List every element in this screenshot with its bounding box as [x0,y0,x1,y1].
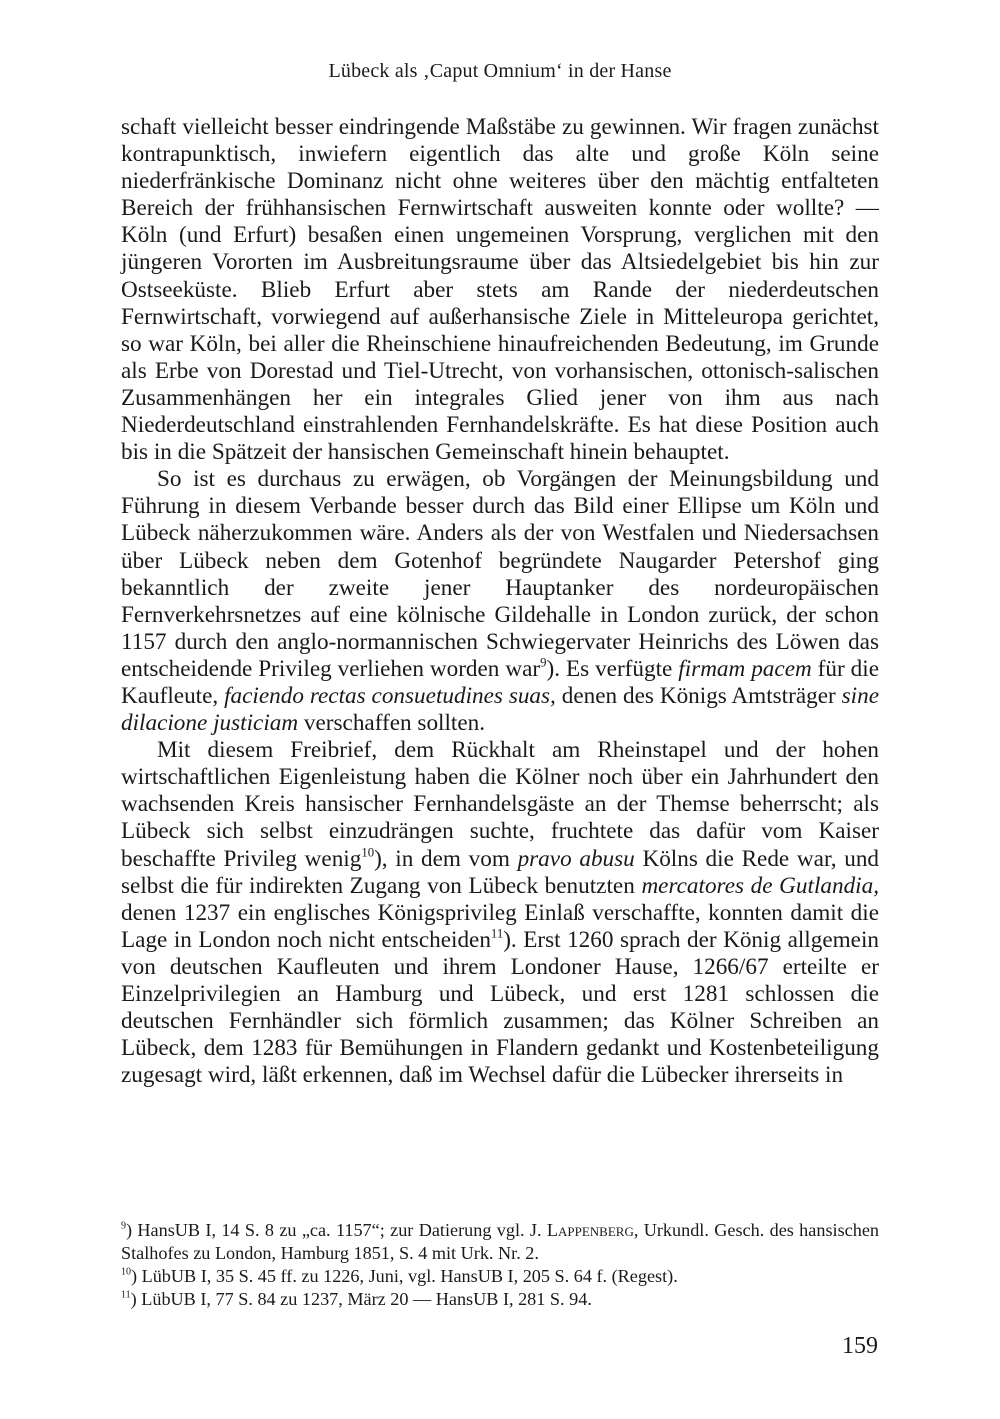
footnote-ref[interactable]: 11 [490,926,504,941]
footnote-text: ) HansUB I, 14 S. 8 zu „ca. 1157“; zur Datierung vgl. J. [126,1220,547,1240]
footnote-text: ) LübUB I, 77 S. 84 zu 1237, März 20 — HansUB I, 281 S. 94. [130,1289,592,1309]
text-run: schaft vielleicht besser eindringende Maßstäbe zu gewinnen. Wir fragen zunächst kontrapunktisch, inwiefern eigentlich das alte und große Köln seine niederfränkische Dominanz nicht ohne weiteres über den mächtig entfalteten Bereich der frühhansischen Fernwirtschaft ausweiten konnte oder wollte? — Köln (und Erfurt) besaßen einen ungemeinen Vorsprung, verglichen mit den jüngeren Vororten im Ausbreitungsraume über das Altsiedelgebiet bis hin zur Ostseeküste. Blieb Erfurt aber stets am Rande der niederdeutschen Fernwirtschaft, vorwiegend auf außerhansische Ziele in Mitteleuropa gerichtet, so war Köln, bei aller die Rheinschiene hinaufreichenden Bedeutung, im Grunde als Erbe von Dorestad und Tiel-Utrecht, von vorhansischen, ottonisch-salischen Zusammenhängen her ein integrales Glied jener von ihm aus nach Niederdeutschland einstrahlenden Fernhandelskräfte. Es hat diese Position auch bis in die Spätzeit der hansischen Gemeinschaft hinein behauptet. [121,114,879,466]
footnote-text: , Urkundl. Gesch. des hansischen Stalhofes zu London, Hamburg 1851, S. 4 mit Urk. Nr. 2. [121,1220,879,1263]
text-run: ). Erst 1260 sprach der König allgemein von deutschen Kaufleuten und ihrem Londoner Hause, 1266/67 erteilte er Einzelprivilegien an Hamburg und Lübeck, und erst 1281 schlossen die deutschen Fernhändler sich förmlich zusammen; das Kölner Schreiben an Lübeck, dem 1283 für Bemühungen in Flandern gedankt und Kostenbeteiligung zugesagt wird, läßt erkennen, daß im Wechsel dafür die Lübecker ihrerseits in [121,926,879,1089]
footnote [121,1219,879,1265]
page-number: 159 [842,1333,878,1359]
paragraph [121,466,879,737]
text-run: Mit diesem Freibrief, dem Rückhalt am Rheinstapel und der hohen wirtschaftlichen Eigenleistung haben die Kölner noch über ein Jahrhundert den wachsenden Kreis hansischer Fernhandelsgäste an der Themse beherrscht; als Lübeck sich selbst einzudrängen suchte, fruchtete das dafür vom Kaiser beschaffte Privileg wenig [121,737,879,872]
latin-quote: sine dilacione justiciam [121,682,879,737]
footnote [121,1265,879,1288]
footnote-ref[interactable]: 10 [361,844,375,859]
latin-quote: mercatores de Gutlandia, [641,872,880,899]
text-run: So ist es durchaus zu erwägen, ob Vorgängen der Meinungsbildung und Führung in diesem Verbande besser durch das Bild einer Ellipse um Köln und Lübeck näherzukommen wäre. Anders als der von Westfalen und Niedersachsen über Lübeck neben dem Gotenhof begründete Naugarder Petershof ging bekanntlich der zweite jener Hauptanker des nordeuropäischen Fernverkehrsnetzes auf eine kölnische Gildehalle in London zurück, der schon 1157 durch den anglo-normannischen Schwiegervater Heinrichs des Löwen das entscheidende Privileg verliehen worden war [121,466,879,682]
paragraph [121,114,879,466]
text-run: verschaffen sollten. [298,710,486,737]
footnote-text: ) LübUB I, 35 S. 45 ff. zu 1226, Juni, vgl. HansUB I, 205 S. 64 f. (Regest). [131,1266,678,1286]
latin-quote: faciendo rectas consuetudines suas, [224,682,556,709]
footnote-marker: 10 [121,1266,131,1278]
footnotes [121,1219,879,1311]
text-run: für die Kaufleute, [121,655,879,709]
footnote-marker: 11 [121,1289,131,1301]
text-run: ), in dem vom [374,845,518,872]
text-run: denen 1237 ein englisches Königsprivileg Einlaß verschaffte, konnten damit die Lage in London noch nicht entscheiden [121,899,879,953]
footnote-marker: 9 [121,1220,126,1232]
text-run: ). Es verfügte [546,655,679,682]
latin-quote: firmam pacem [678,655,812,682]
latin-quote: pravo abusu [517,845,635,872]
footnote-ref[interactable]: 9 [540,655,547,670]
main-text [121,114,879,1089]
footnote [121,1288,879,1311]
text-run: Kölns die Rede war, und selbst die für indirekten Zugang von Lübeck benutzten [121,845,880,899]
running-header: Lübeck als ‚Caput Omnium‘ in der Hanse [328,60,672,82]
paragraph [121,737,879,1089]
author-name: Lappenberg [546,1220,634,1240]
text-run: denen des Königs Amtsträger [555,682,842,709]
